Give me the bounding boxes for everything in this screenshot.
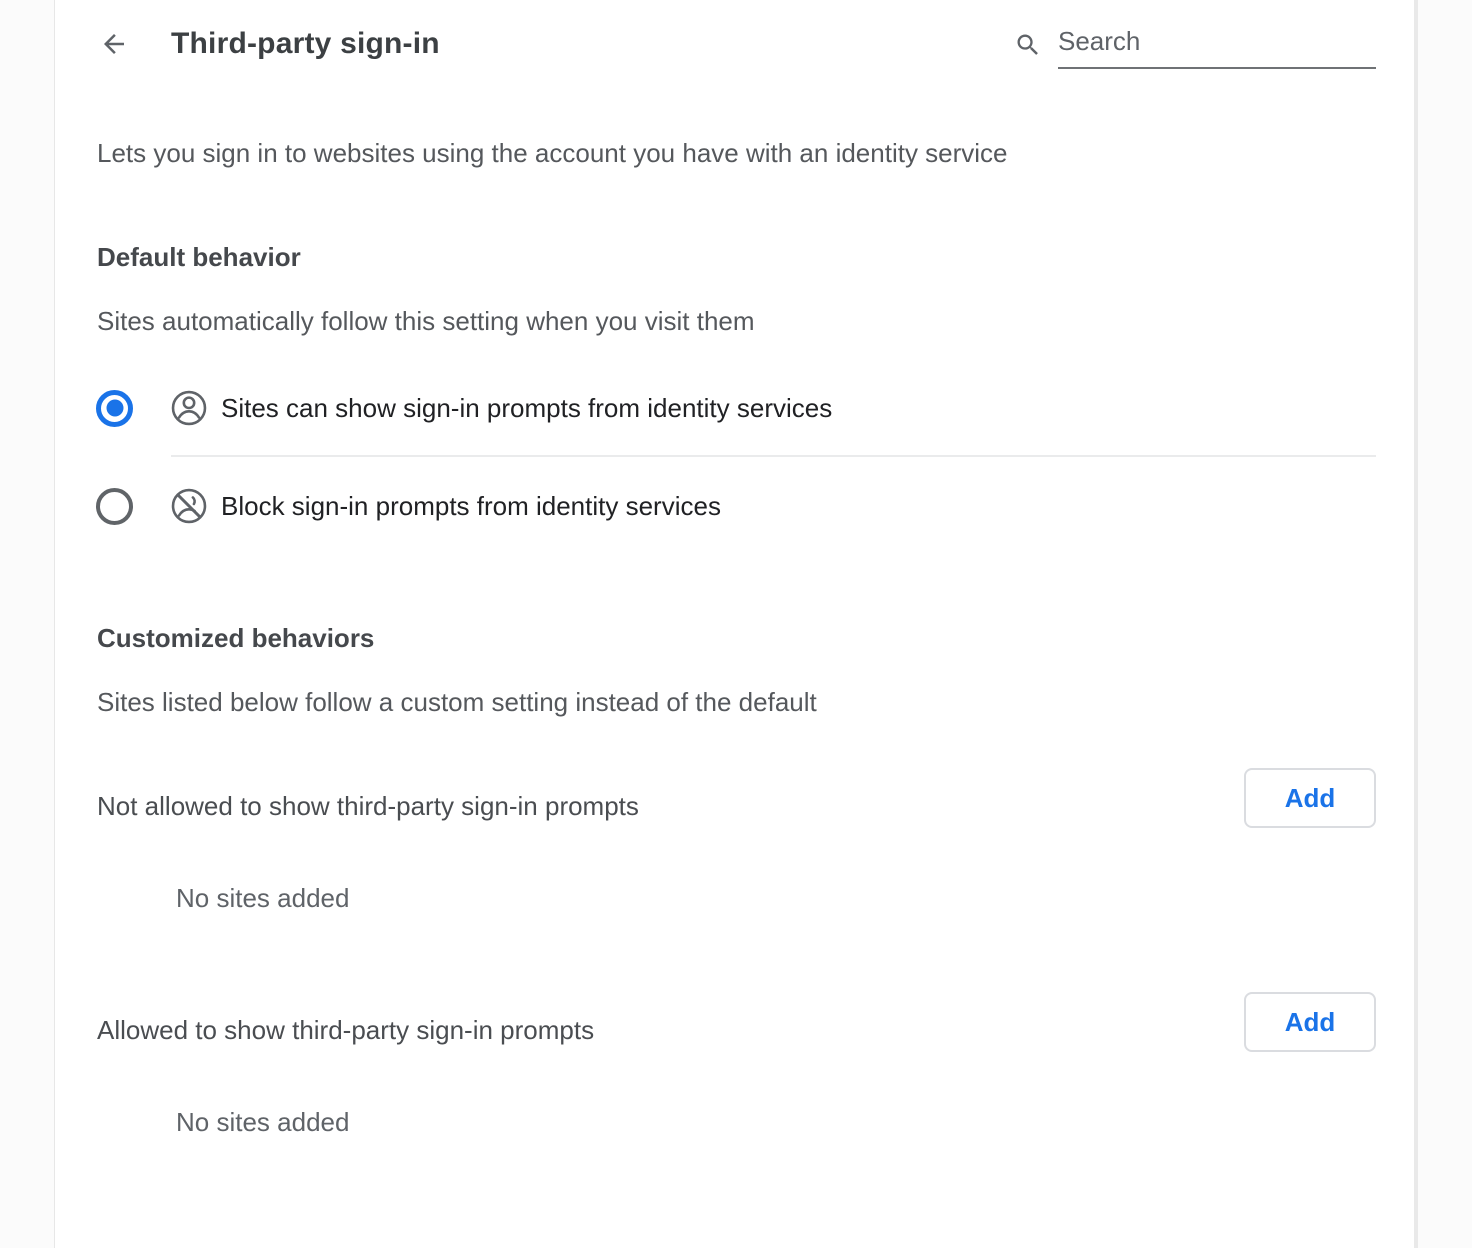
add-blocked-site-button[interactable]: Add [1244, 768, 1376, 828]
page-description: Lets you sign in to websites using the account you have with an identity service [97, 138, 1008, 168]
account-circle-icon [170, 389, 208, 427]
add-allowed-site-button[interactable]: Add [1244, 992, 1376, 1052]
radio-option-label: Block sign-in prompts from identity services [221, 490, 721, 521]
blocked-list-empty-text: No sites added [176, 883, 350, 913]
no-accounts-icon [170, 487, 208, 525]
default-behavior-heading: Default behavior [97, 242, 301, 272]
search-input[interactable] [1058, 21, 1376, 69]
allowed-list-title: Allowed to show third-party sign-in prompts [97, 1015, 595, 1045]
default-behavior-subtitle: Sites automatically follow this setting when you visit them [97, 306, 755, 336]
search-box [1013, 18, 1377, 72]
back-arrow-icon [99, 29, 129, 59]
customized-behaviors-subtitle: Sites listed below follow a custom setting instead of the default [97, 687, 817, 717]
back-button[interactable] [94, 24, 134, 64]
customized-behaviors-heading: Customized behaviors [97, 623, 375, 653]
radio-option-block[interactable] [96, 484, 721, 528]
allowed-list-empty-text: No sites added [176, 1107, 350, 1137]
settings-card [54, 0, 1418, 1248]
radio-button-selected[interactable] [96, 390, 133, 427]
radio-button-unselected[interactable] [96, 488, 133, 525]
radio-option-label: Sites can show sign-in prompts from identity services [221, 392, 833, 423]
page-title: Third-party sign-in [171, 27, 440, 60]
radio-option-allow[interactable] [96, 386, 832, 430]
divider [171, 455, 1376, 457]
blocked-list-title: Not allowed to show third-party sign-in prompts [97, 791, 639, 821]
search-icon [1013, 30, 1043, 60]
